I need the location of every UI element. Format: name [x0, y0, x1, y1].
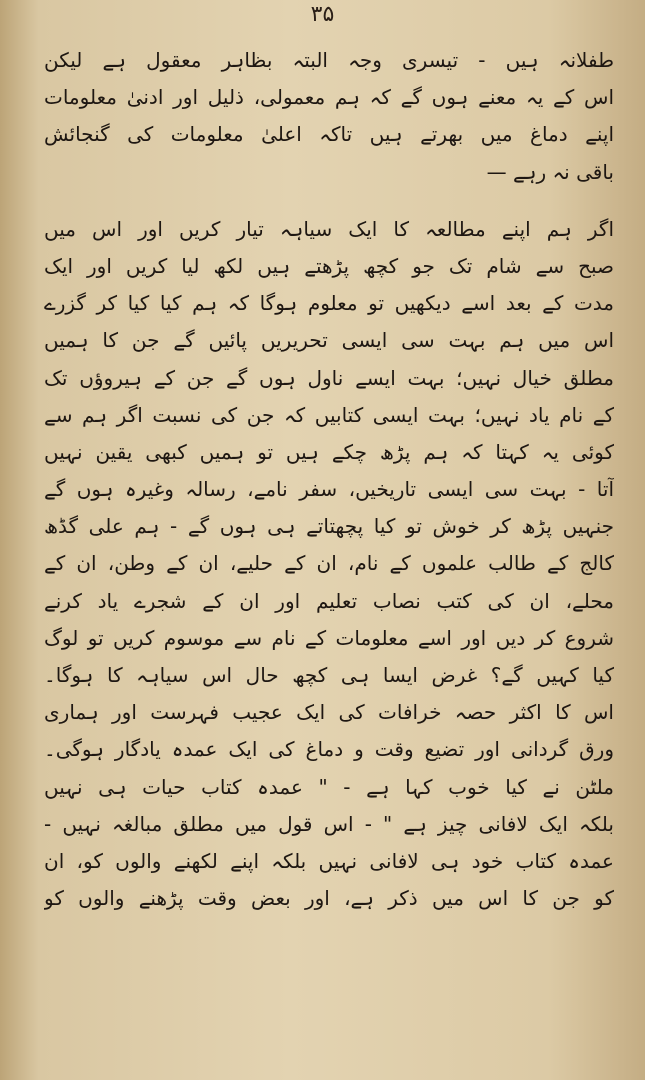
- text-line: اس میں ہم بہت سی ایسی تحریریں پائیں گے جن کا ہمیں: [44, 328, 614, 353]
- text-line: صبح سے شام تک جو کچھ پڑھتے ہیں لکھ لیا کریں اور ایک: [44, 253, 614, 278]
- text-line: کو جن کا اس میں ذکر ہے، اور بعض وقت پڑھنے والوں کو: [44, 886, 614, 911]
- text-line: بلکہ ایک لافانی چیز ہے " - اس قول میں مطلق مبالغہ نہیں -: [44, 811, 614, 836]
- text-line: باقی نہ رہے —: [486, 159, 614, 184]
- text-line: اگر ہم اپنے مطالعہ کا ایک سیاہہ تیار کریں اور اس میں: [44, 216, 614, 241]
- text-line: طفلانہ ہیں - تیسری وجہ البتہ بظاہر معقول ہے لیکن: [44, 48, 614, 72]
- text-line: اپنے دماغ میں بھرتے ہیں تاکہ اعلیٰ معلومات کی گنجائش: [44, 122, 614, 147]
- text-line: محلے، ان کی کتب نصاب تعلیم اور ان کے شجرے یاد کرنے: [44, 588, 614, 613]
- text-line: اس کے یہ معنے ہوں گے کہ ہم معمولی، ذلیل اور ادنیٰ معلومات: [44, 85, 614, 110]
- text-line: ملٹن نے کیا خوب کہا ہے - " عمدہ کتاب حیات ہی نہیں: [44, 774, 614, 799]
- text-line: کالج کے طالب علموں کے نام، ان کے حلیے، ان کے وطن، ان کے: [44, 551, 614, 576]
- text-line: جنہیں پڑھ کر خوش تو کیا پچھتاتے ہی ہوں گے - ہم علی گڈھ: [44, 514, 614, 539]
- text-line: شروع کر دیں اور اسے معلومات کے نام سے موسوم کریں تو لوگ: [44, 625, 614, 650]
- text-line: اس کا اکثر حصہ خرافات کی ایک عجیب فہرست اور ہماری: [44, 700, 614, 725]
- page-number: ۳۵: [310, 2, 335, 27]
- text-line: ورق گردانی اور تضیع وقت و دماغ کی ایک عمدہ یادگار ہوگی۔: [44, 737, 614, 762]
- text-line: آتا - بہت سی ایسی تاریخیں، سفر نامے، رسالہ وغیرہ ہوں گے: [44, 477, 614, 502]
- text-line: مدت کے بعد اسے دیکھیں تو معلوم ہوگا کہ ہم کیا کیا کر گزرے: [44, 291, 614, 316]
- text-line: کوئی یہ کہتا کہ ہم پڑھ چکے ہیں تو ہمیں کبھی یقین نہیں: [44, 439, 614, 464]
- paragraph-gap: [44, 191, 614, 211]
- paragraph-2: [44, 211, 614, 918]
- body-text: [44, 42, 614, 917]
- text-line: مطلق خیال نہیں؛ بہت ایسے ناول ہوں گے جن کے ہیروؤں تک: [44, 365, 614, 390]
- text-line: کیا کہیں گے؟ غرض ایسا ہی کچھ حال اس سیاہہ کا ہوگا۔: [44, 663, 614, 687]
- text-line: کے نام یاد نہیں؛ بہت ایسی کتابیں کہ جن کی نسبت اگر ہم سے: [44, 402, 614, 427]
- text-line: عمدہ کتاب خود ہی لافانی نہیں بلکہ اپنے لکھنے والوں کو، ان: [44, 848, 614, 873]
- paragraph-1: [44, 42, 614, 191]
